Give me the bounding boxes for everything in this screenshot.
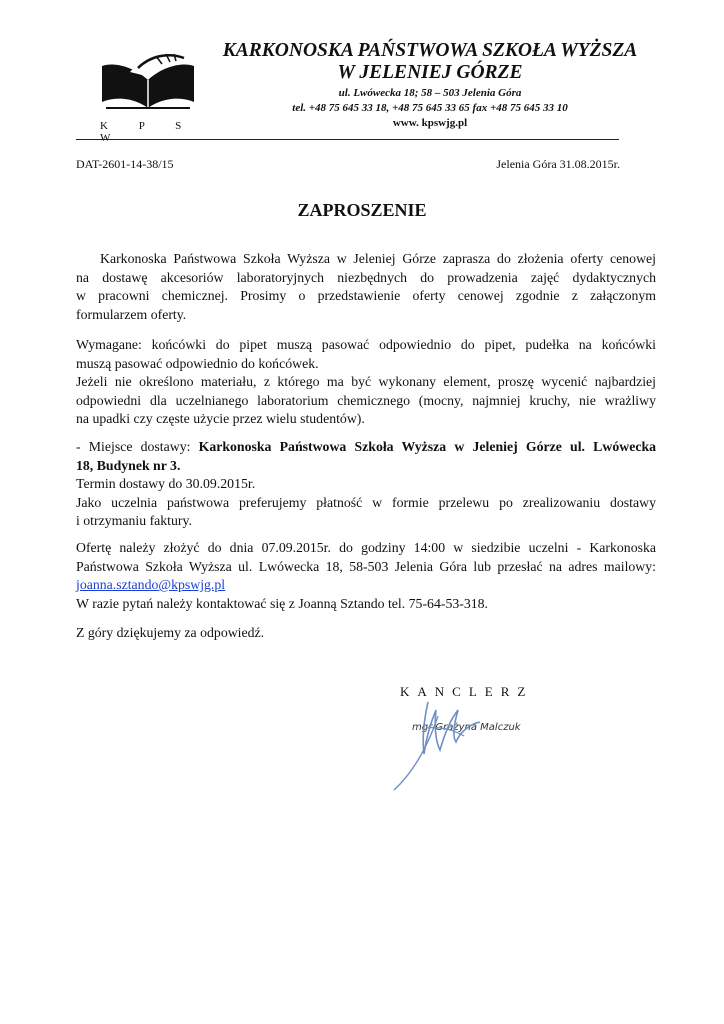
signer-name: mgr Grażyna Malczuk [412,722,521,733]
delivery-place-line [76,438,656,457]
payment-line: Jako uczelnia państwowa preferujemy płatność w formie przelewu po zrealizowaniu dostawy [76,494,656,510]
document-date: Jelenia Góra 31.08.2015r. [496,157,620,171]
intro-line: Karkonoska Państwowa Szkoła Wyższa w Jeleniej Górze zaprasza do złożenia oferty cenowej [100,251,656,266]
delivery-place-label: - Miejsce dostawy: [76,439,199,454]
institution-name [200,40,660,84]
payment-line: i otrzymaniu faktury. [76,513,192,528]
requirements-line: odpowiedni dla uczelnianego laboratorium chemicznego (mocny, najmniej kruchy, nie wrażliwy [76,392,656,408]
contact-info: W razie pytań należy kontaktować się z Joanną Sztando tel. 75-64-53-318. [76,595,488,611]
submission-paragraph [76,539,656,613]
intro-line: formularzem oferty. [76,306,187,322]
institution-address: ul. Lwówecka 18; 58 – 503 Jelenia Góra [338,87,522,99]
requirements-paragraph [76,336,656,429]
intro-line: w pracowni chemicznej. Prosimy o przedstawienie oferty cenowej zgodnie z załączonym [76,288,656,303]
contact-email-link[interactable]: joanna.sztando@kpswjg.pl [76,577,226,592]
institution-phones: tel. +48 75 645 33 18, +48 75 645 33 65 fax +48 75 645 33 10 [292,102,568,114]
delivery-paragraph [76,438,656,531]
delivery-place-value: Karkonoska Państwowa Szkoła Wyższa w Jeleniej Górze ul. Lwówecka [198,439,657,454]
institution-website: www. kpswjg.pl [392,117,468,129]
delivery-deadline: Termin dostawy do 30.09.2015r. [76,476,256,491]
logo-letters: K P S W [100,120,196,144]
kpsw-logo [98,52,198,112]
requirements-line: na upadki czy częste użycie przez wielu studentów). [76,411,365,426]
requirements-line: Jeżeli nie określono materiału, z którego ma być wykonany element, proszę wycenić najbardziej [76,374,656,389]
closing-line: Z góry dziękujemy za odpowiedź. [76,625,265,640]
intro-paragraph [76,250,656,324]
submission-line: Państwowa Szkoła Wyższa ul. Lwówecka 18, 58-503 Jelenia Góra lub przesłać na adres mailowy: [76,558,656,574]
intro-line: na dostawę akcesoriów laboratoryjnych niezbędnych do prowadzenia zajęć dydaktycznych [76,269,656,285]
document-title: ZAPROSZENIE [297,200,427,220]
handwritten-signature [380,680,540,800]
institution-name-line-1: KARKONOSKA PAŃSTWOWA SZKOŁA WYŻSZA [222,40,638,61]
delivery-place-value-cont: 18, Budynek nr 3. [76,457,181,473]
requirements-line: muszą pasować odpowiednio do końcówek. [76,355,319,371]
submission-line: Ofertę należy złożyć do dnia 07.09.2015r. do godziny 14:00 w siedzibie uczelni - Karkonoska [76,540,656,555]
requirements-line: Wymagane: końcówki do pipet muszą pasować odpowiednio do pipet, pudełka na końcówki [76,337,656,352]
reference-number: DAT-2601-14-38/15 [76,157,174,171]
stamp-title: KANCLERZ [400,684,534,699]
header-divider [76,139,619,140]
institution-name-line-2: W JELENIEJ GÓRZE [337,62,523,83]
